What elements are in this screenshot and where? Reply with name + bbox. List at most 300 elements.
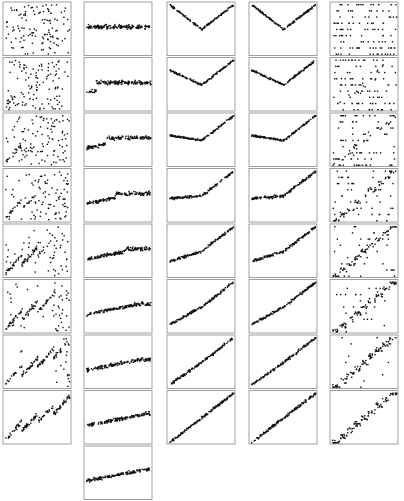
scatter-point [114,252,115,253]
scatter-point [284,28,285,29]
scatter-point [390,109,391,110]
scatter-point [53,358,54,359]
scatter-point [32,184,33,185]
scatter-point [99,479,100,480]
scatter-point [38,69,39,70]
scatter-point [337,103,338,104]
scatter-point [204,193,205,194]
scatter-point [314,115,315,116]
scatter-point [270,312,271,313]
scatter-point [47,179,48,180]
scatter-point [262,258,263,259]
scatter-point [44,252,45,253]
scatter-point [29,201,30,202]
scatter-point [143,359,144,360]
scatter-point [91,27,92,28]
scatter-point [300,348,301,349]
scatter-point [47,412,48,413]
scatter-point [9,293,10,294]
scatter-point [41,176,42,177]
scatter-point [88,202,89,203]
scatter-point [311,229,312,230]
scatter-point [91,89,92,90]
scatter-point [224,122,225,123]
scatter-point [39,12,40,13]
scatter-point [344,78,345,79]
scatter-point [120,28,121,29]
scatter-point [305,345,306,346]
scatter-point [50,73,51,74]
scatter-point [295,298,296,299]
scatter-point [370,47,371,48]
scatter-point [36,415,37,416]
scatter-point [256,437,257,438]
scatter-point [281,195,282,196]
scatter-point [19,367,20,368]
scatter-point [64,401,65,402]
scatter-point [90,146,91,147]
col4-panel-2 [249,58,317,112]
scatter-point [45,183,46,184]
scatter-point [253,6,254,7]
scatter-point [251,70,252,71]
scatter-point [23,429,24,430]
scatter-point [87,147,88,148]
scatter-point [57,104,58,105]
scatter-point [38,242,39,243]
scatter-point [132,81,133,82]
scatter-point [299,238,300,239]
scatter-point [380,47,381,48]
scatter-point [19,41,20,42]
scatter-point [224,11,225,12]
scatter-point [59,145,60,146]
scatter-point [272,253,273,254]
scatter-point [144,361,145,362]
scatter-point [108,25,109,26]
scatter-point [205,192,206,193]
scatter-point [267,316,268,317]
scatter-point [61,174,62,175]
scatter-point [43,11,44,12]
scatter-point [192,138,193,139]
panel-frame [84,391,152,445]
scatter-point [217,71,218,72]
scatter-point [134,302,135,303]
scatter-point [56,44,57,45]
scatter-point [193,424,194,425]
scatter-point [9,216,10,217]
scatter-point [63,402,64,403]
scatter-point [287,302,288,303]
scatter-point [381,109,382,110]
scatter-point [252,323,253,324]
scatter-point [255,136,256,137]
scatter-point [256,198,257,199]
scatter-point [295,185,296,186]
scatter-point [108,200,109,201]
scatter-point [287,136,288,137]
scatter-point [116,193,117,194]
scatter-point [12,431,13,432]
scatter-point [131,250,132,251]
scatter-point [216,406,217,407]
scatter-point [217,350,218,351]
scatter-point [227,175,228,176]
scatter-point [370,78,371,79]
scatter-point [24,425,25,426]
scatter-point [23,242,24,243]
scatter-point [56,30,57,31]
scatter-point [67,292,68,293]
scatter-point [280,27,281,28]
scatter-point [173,6,174,7]
scatter-point [110,419,111,420]
scatter-point [261,434,262,435]
scatter-point [47,135,48,136]
scatter-point [31,151,32,152]
scatter-point [308,121,309,122]
scatter-point [201,29,202,30]
scatter-point [306,121,307,122]
scatter-point [58,227,59,228]
scatter-point [199,194,200,195]
scatter-point [62,131,63,132]
scatter-point [65,361,66,362]
scatter-point [29,255,30,256]
scatter-point [373,97,374,98]
scatter-point [48,270,49,271]
scatter-point [12,268,13,269]
scatter-point [67,173,68,174]
scatter-point [282,307,283,308]
scatter-point [118,83,119,84]
scatter-point [264,137,265,138]
scatter-point [13,27,14,28]
scatter-point [233,226,234,227]
scatter-point [312,62,313,63]
scatter-point [13,373,14,374]
scatter-point [12,265,13,266]
scatter-point [61,12,62,13]
scatter-point [291,189,292,190]
scatter-point [17,203,18,204]
scatter-point [360,4,361,5]
scatter-point [268,198,269,199]
scatter-point [49,410,50,411]
scatter-point [106,198,107,199]
scatter-point [17,317,18,318]
scatter-point [20,325,21,326]
scatter-point [28,77,29,78]
scatter-point [174,259,175,260]
scatter-point [283,197,284,198]
scatter-point [54,126,55,127]
scatter-point [106,28,107,29]
scatter-point [129,138,130,139]
scatter-point [304,12,305,13]
scatter-point [197,138,198,139]
scatter-point [29,98,30,99]
scatter-point [206,25,207,26]
scatter-point [231,172,232,173]
scatter-point [26,20,27,21]
scatter-point [24,327,25,328]
scatter-point [47,98,48,99]
scatter-point [51,348,52,349]
scatter-point [103,477,104,478]
scatter-point [50,240,51,241]
scatter-point [42,19,43,20]
scatter-point [193,79,194,80]
scatter-point [65,330,66,331]
scatter-point [37,366,38,367]
scatter-point [35,216,36,217]
scatter-point [66,338,67,339]
scatter-point [92,369,93,370]
scatter-point [58,273,59,274]
scatter-point [191,197,192,198]
scatter-point [12,208,13,209]
scatter-point [91,424,92,425]
scatter-point [23,28,24,29]
scatter-point [41,159,42,160]
scatter-point [131,361,132,362]
scatter-point [111,27,112,28]
scatter-point [388,84,389,85]
scatter-point [185,137,186,138]
col1-panel-1 [3,2,71,56]
scatter-point [116,309,117,310]
scatter-point [119,137,120,138]
scatter-point [147,194,148,195]
scatter-point [196,252,197,253]
scatter-point [385,54,386,55]
scatter-point [373,54,374,55]
panel-frame [3,391,71,445]
scatter-point [68,300,69,301]
scatter-point [233,115,234,116]
scatter-point [289,246,290,247]
scatter-point [147,138,148,139]
scatter-point [90,313,91,314]
scatter-point [119,418,120,419]
scatter-point [99,256,100,257]
scatter-point [48,208,49,209]
scatter-point [48,409,49,410]
scatter-point [221,125,222,126]
scatter-point [37,254,38,255]
scatter-point [100,254,101,255]
scatter-point [7,21,8,22]
scatter-point [347,29,348,30]
scatter-point [131,25,132,26]
scatter-point [298,349,299,350]
scatter-point [377,109,378,110]
scatter-point [109,476,110,477]
scatter-point [263,257,264,258]
scatter-point [106,83,107,84]
scatter-point [28,237,29,238]
scatter-point [257,72,258,73]
scatter-point [201,416,202,417]
scatter-point [34,360,35,361]
scatter-point [62,309,63,310]
scatter-point [198,364,199,365]
scatter-point [47,299,48,300]
scatter-point [287,416,288,417]
scatter-point [10,323,11,324]
scatter-point [35,262,36,263]
scatter-point [211,410,212,411]
scatter-point [100,80,101,81]
scatter-point [57,100,58,101]
scatter-point [132,27,133,28]
scatter-point [47,144,48,145]
scatter-point [94,479,95,480]
scatter-point [59,95,60,96]
scatter-point [52,27,53,28]
scatter-point [15,38,16,39]
scatter-point [340,90,341,91]
scatter-point [143,415,144,416]
scatter-point [6,38,7,39]
scatter-point [357,109,358,110]
scatter-point [226,119,227,120]
scatter-point [181,376,182,377]
scatter-point [275,23,276,24]
scatter-point [303,179,304,180]
scatter-point [312,227,313,228]
scatter-point [388,47,389,48]
scatter-point [141,82,142,83]
scatter-point [179,136,180,137]
scatter-point [127,28,128,29]
scatter-point [113,254,114,255]
scatter-point [89,479,90,480]
panel-frame [249,391,317,445]
scatter-point [103,311,104,312]
scatter-point [43,38,44,39]
scatter-point [86,27,87,28]
scatter-point [99,366,100,367]
scatter-point [55,192,56,193]
scatter-point [273,197,274,198]
scatter-point [12,156,13,157]
scatter-point [56,189,57,190]
scatter-point [37,131,38,132]
scatter-point [313,283,314,284]
scatter-point [8,270,9,271]
scatter-point [274,311,275,312]
scatter-point [12,99,13,100]
scatter-point [105,309,106,310]
scatter-point [132,138,133,139]
scatter-point [374,29,375,30]
scatter-point [43,120,44,121]
scatter-point [56,213,57,214]
scatter-point [46,118,47,119]
scatter-point [46,78,47,79]
scatter-point [147,469,148,470]
scatter-point [360,66,361,67]
scatter-point [62,159,63,160]
scatter-point [32,35,33,36]
scatter-point [133,416,134,417]
scatter-point [65,211,66,212]
scatter-point [28,129,29,130]
scatter-point [289,302,290,303]
scatter-point [223,290,224,291]
scatter-point [62,327,63,328]
scatter-point [41,43,42,44]
scatter-point [181,432,182,433]
scatter-point [33,197,34,198]
panel-frame [3,113,71,167]
scatter-point [34,218,35,219]
scatter-point [19,62,20,63]
scatter-point [10,314,11,315]
scatter-point [277,309,278,310]
scatter-point [130,304,131,305]
scatter-point [141,137,142,138]
scatter-point [63,400,64,401]
scatter-point [108,254,109,255]
scatter-point [204,192,205,193]
scatter-point [67,133,68,134]
scatter-point [298,128,299,129]
scatter-point [207,246,208,247]
scatter-point [362,90,363,91]
scatter-point [6,26,7,27]
scatter-point [16,149,17,150]
scatter-point [265,317,266,318]
scatter-point [49,257,50,258]
scatter-point [27,254,28,255]
scatter-point [172,7,173,8]
scatter-point [93,368,94,369]
scatter-point [335,60,336,61]
scatter-point [127,138,128,139]
scatter-point [23,131,24,132]
scatter-point [87,370,88,371]
scatter-point [118,475,119,476]
scatter-point [125,83,126,84]
scatter-point [252,134,253,135]
scatter-point [389,103,390,104]
scatter-point [48,89,49,90]
scatter-point [262,12,263,13]
scatter-point [150,302,151,303]
scatter-point [19,421,20,422]
scatter-point [43,305,44,306]
scatter-point [259,378,260,379]
scatter-point [176,136,177,137]
scatter-point [107,137,108,138]
scatter-point [136,247,137,248]
scatter-point [311,340,312,341]
scatter-point [62,88,63,89]
scatter-point [357,47,358,48]
scatter-point [125,306,126,307]
scatter-point [174,73,175,74]
scatter-point [40,242,41,243]
scatter-point [172,198,173,199]
scatter-point [134,194,135,195]
scatter-point [130,250,131,251]
scatter-point [310,119,311,120]
scatter-point [204,26,205,27]
